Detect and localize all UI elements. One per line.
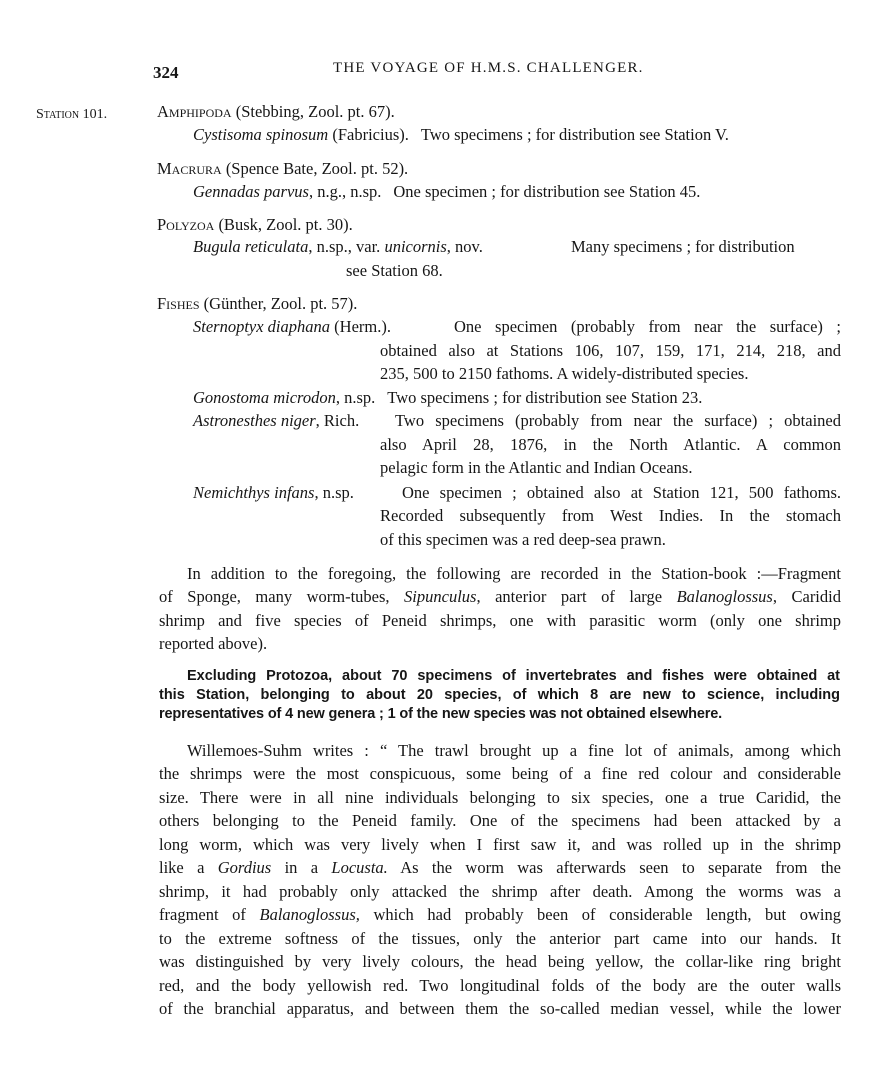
group-ref: (Busk, Zool. pt. 30). (214, 215, 353, 234)
species-entry-bugula (193, 239, 483, 256)
addition-paragraph-line: reported above). (159, 634, 268, 653)
group-name: Polyzoa (157, 215, 215, 234)
species-name: Astronesthes niger (193, 411, 316, 430)
species-entry-gennadas (193, 184, 700, 201)
species-author: , Rich. (315, 411, 360, 430)
taxon-name: Balanoglossus, (259, 905, 360, 924)
species-note: One specimen ; for distribution see Station 45. (393, 182, 701, 201)
group-name: Fishes (157, 294, 200, 313)
addition-paragraph-line: In addition to the foregoing, the following are recorded in the Station-book :—Fragment (187, 564, 841, 583)
species-note: Two specimens ; for distribution see Station V. (420, 125, 729, 144)
quote-line (159, 907, 841, 924)
species-name: Gonostoma microdon (193, 388, 336, 407)
species-entry-gonostoma (193, 390, 702, 407)
species-entry-cystisoma (193, 127, 729, 144)
species-mid: , n.sp., var. (308, 237, 385, 256)
quote-line: size. There were in all nine individuals belonging to six species, one a true Caridid, the (159, 788, 841, 807)
running-title: THE VOYAGE OF H.M.S. CHALLENGER. (333, 60, 644, 76)
species-note-continued: Recorded subsequently from West Indies. In the stomach (380, 506, 841, 525)
text-run: in a (271, 858, 332, 877)
quote-line (159, 860, 841, 877)
summary-line: Excluding Protozoa, about 70 specimens of invertebrates and fishes were obtained at (187, 668, 840, 684)
quote-line: others belonging to the Peneid family. One of the specimens had been attacked by a (159, 811, 841, 830)
species-name: Bugula reticulata (193, 237, 309, 256)
group-ref: (Spence Bate, Zool. pt. 52). (221, 159, 409, 178)
species-note-continued: see Station 68. (346, 261, 443, 280)
species-name: Nemichthys infans (193, 483, 315, 502)
species-entry-sternoptyx (193, 319, 391, 336)
text-run: , Caridid (772, 587, 841, 606)
quote-line: red, and the body yellowish red. Two longitudinal folds of the body are the outer walls (159, 976, 841, 995)
group-heading-amphipoda (157, 104, 395, 121)
group-name: Macrura (157, 159, 222, 178)
text-run: of Sponge, many worm-tubes, (159, 587, 405, 606)
quote-line: to the extreme softness of the tissues, only the anterior part came into our hands. It (159, 929, 841, 948)
addition-paragraph-line: shrimp and five species of Peneid shrimps, one with parasitic worm (only one shrimp (159, 611, 841, 630)
addition-paragraph-line (159, 589, 841, 606)
species-note: Many specimens ; for distribution (571, 237, 795, 256)
quote-line: Willemoes-Suhm writes : “ The trawl brought up a fine lot of animals, among which (187, 741, 841, 760)
species-name: Gennadas parvus (193, 182, 309, 201)
quote-line: shrimp, it had probably only attacked the shrimp after death. Among the worms was a (159, 882, 841, 901)
species-note-continued: of this specimen was a red deep-sea prawn. (380, 530, 666, 549)
quote-line: the shrimps were the most conspicuous, some being of a fine red colour and considerable (159, 764, 841, 783)
species-author: , n.sp. (314, 483, 354, 502)
group-ref: (Stebbing, Zool. pt. 67). (231, 102, 395, 121)
species-note-continued: also April 28, 1876, in the North Atlantic. A common (380, 435, 841, 454)
quote-line: was distinguished by very lively colours, the head being yellow, the collar-like ring bright (159, 952, 841, 971)
summary-line: representatives of 4 new genera ; 1 of the new species was not obtained elsewhere. (159, 706, 723, 722)
group-name: Amphipoda (157, 102, 232, 121)
taxon-name: Gordius (217, 858, 272, 877)
group-heading-fishes (157, 296, 357, 313)
species-note-continued: 235, 500 to 2150 fathoms. A widely-distributed species. (380, 364, 749, 383)
quote-line: of the branchial apparatus, and between them the so-called median vessel, while the lower (159, 999, 841, 1018)
species-author: , n.g., n.sp. (308, 182, 382, 201)
text-run: like a (159, 858, 218, 877)
taxon-name: Locusta. (331, 858, 388, 877)
text-run: , anterior part of large (476, 587, 677, 606)
species-entry-astronesthes (193, 413, 359, 430)
quote-line: long worm, which was very lively when I first saw it, and was rolled up in the shrimp (159, 835, 841, 854)
group-ref: (Günther, Zool. pt. 57). (199, 294, 358, 313)
species-entry-nemichthys (193, 485, 354, 502)
taxon-name: Balanoglossus (676, 587, 773, 606)
species-note: Two specimens (probably from near the surface) ; obtained (395, 411, 841, 430)
text-run: fragment of (159, 905, 260, 924)
species-note-continued: obtained also at Stations 106, 107, 159, 171, 214, 218, and (380, 341, 841, 360)
species-note: One specimen ; obtained also at Station 121, 500 fathoms. (402, 483, 841, 502)
species-author: , n.sp. (335, 388, 376, 407)
species-note-continued: pelagic form in the Atlantic and Indian Oceans. (380, 458, 693, 477)
species-note: One specimen (probably from near the surface) ; (454, 317, 841, 336)
page-number: 324 (153, 63, 179, 82)
species-name: Cystisoma spinosum (193, 125, 329, 144)
species-author: (Herm.). (330, 317, 391, 336)
species-author: , nov. (446, 237, 483, 256)
summary-line: this Station, belonging to about 20 species, of which 8 are new to science, including (159, 687, 840, 703)
species-note: Two specimens ; for distribution see Station 23. (387, 388, 703, 407)
species-author: (Fabricius). (328, 125, 409, 144)
text-run: As the worm was afterwards seen to separate from the (387, 858, 841, 877)
species-name: Sternoptyx diaphana (193, 317, 331, 336)
group-heading-polyzoa (157, 217, 353, 234)
variety-name: unicornis (384, 237, 447, 256)
station-label: Station 101. (36, 107, 108, 122)
taxon-name: Sipunculus (404, 587, 477, 606)
group-heading-macrura (157, 161, 408, 178)
text-run: which had probably been of considerable length, but owing (359, 905, 841, 924)
